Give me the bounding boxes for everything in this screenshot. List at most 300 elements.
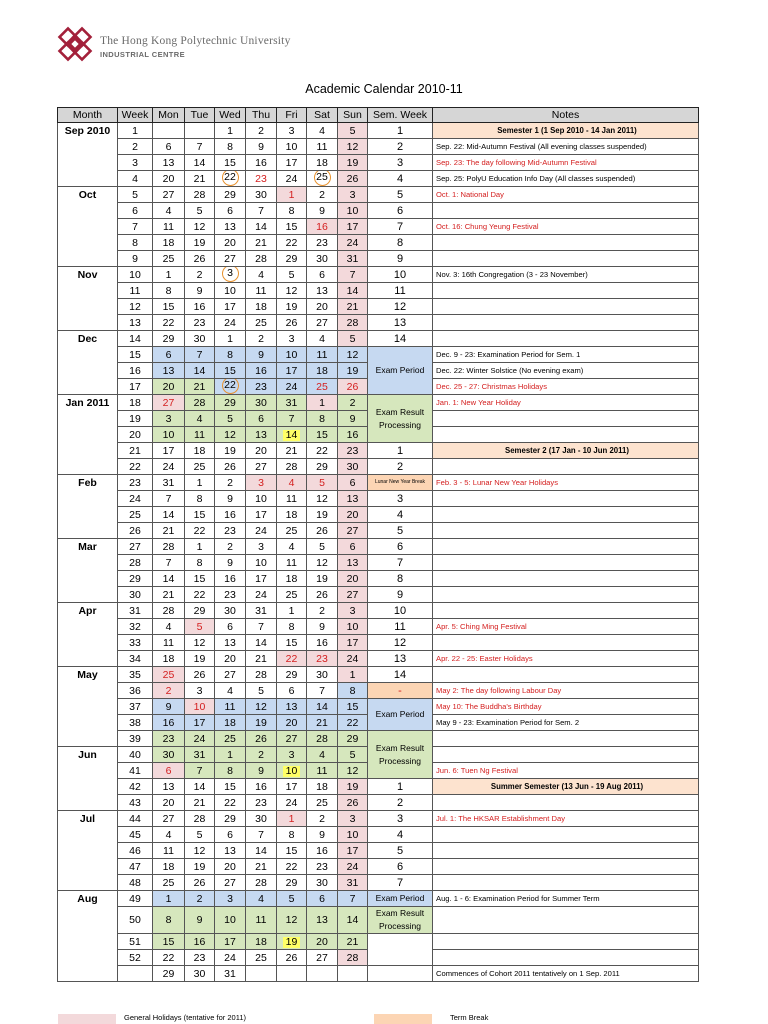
- day-cell: 7: [185, 139, 215, 155]
- week-number: 40: [118, 747, 153, 763]
- day-cell: 19: [307, 571, 338, 587]
- day-cell: 18: [153, 651, 185, 667]
- note-cell: Semester 1 (1 Sep 2010 - 14 Jan 2011): [433, 123, 699, 139]
- day-cell: 17: [185, 715, 215, 731]
- day-cell: 6: [246, 411, 277, 427]
- day-cell: 24: [246, 523, 277, 539]
- week-number: 30: [118, 587, 153, 603]
- day-cell: 9: [185, 907, 215, 934]
- day-cell: 1: [277, 603, 307, 619]
- day-cell: 17: [246, 507, 277, 523]
- day-cell: 5: [277, 891, 307, 907]
- note-cell: [433, 491, 699, 507]
- day-cell: 15: [277, 219, 307, 235]
- day-cell: 13: [246, 427, 277, 443]
- day-cell: 7: [185, 347, 215, 363]
- week-number: 17: [118, 379, 153, 395]
- day-cell: 24: [246, 587, 277, 603]
- day-cell: 8: [277, 827, 307, 843]
- week-number: 8: [118, 235, 153, 251]
- day-cell: 29: [153, 331, 185, 347]
- day-cell: 11: [307, 763, 338, 779]
- note-cell: May 9 - 23: Examination Period for Sem. 2: [433, 715, 699, 731]
- table-row: [58, 934, 699, 950]
- day-cell: 23: [185, 950, 215, 966]
- semester-week: 4: [368, 827, 433, 843]
- day-cell: 22: [185, 523, 215, 539]
- week-number: 26: [118, 523, 153, 539]
- day-cell: [153, 123, 185, 139]
- day-cell: 23: [246, 379, 277, 395]
- table-row: [58, 219, 699, 235]
- day-cell: 14: [185, 155, 215, 171]
- semester-week: 5: [368, 187, 433, 203]
- day-cell: 10: [215, 283, 246, 299]
- highlighted-day: 14: [283, 430, 301, 441]
- note-cell: [433, 907, 699, 934]
- semester-week: 7: [368, 219, 433, 235]
- day-cell: 11: [185, 427, 215, 443]
- day-cell: [307, 171, 338, 187]
- legend-holiday-swatch: [58, 1014, 116, 1024]
- day-cell: 3: [338, 811, 368, 827]
- table-row: [58, 843, 699, 859]
- week-number: 49: [118, 891, 153, 907]
- circled-day: 22: [222, 379, 239, 395]
- day-cell: 27: [246, 459, 277, 475]
- day-cell: 29: [215, 187, 246, 203]
- day-cell: 21: [185, 795, 215, 811]
- week-number: 20: [118, 427, 153, 443]
- semester-week: 5: [368, 523, 433, 539]
- day-cell: 29: [277, 667, 307, 683]
- day-cell: 13: [215, 219, 246, 235]
- day-cell: 21: [307, 715, 338, 731]
- month-label: May: [58, 667, 118, 747]
- day-cell: 8: [277, 619, 307, 635]
- day-cell: 25: [307, 795, 338, 811]
- day-cell: 11: [153, 635, 185, 651]
- table-row: [58, 347, 699, 363]
- day-cell: 20: [153, 379, 185, 395]
- day-cell: 2: [246, 123, 277, 139]
- day-cell: 8: [277, 203, 307, 219]
- day-cell: 29: [277, 251, 307, 267]
- table-row: [58, 539, 699, 555]
- day-cell: 25: [246, 315, 277, 331]
- note-cell: Feb. 3 - 5: Lunar New Year Holidays: [433, 475, 699, 491]
- day-cell: 21: [153, 523, 185, 539]
- day-cell: 24: [338, 859, 368, 875]
- day-cell: 14: [153, 571, 185, 587]
- day-cell: [277, 934, 307, 950]
- day-cell: 24: [277, 795, 307, 811]
- day-cell: 19: [246, 715, 277, 731]
- day-cell: 20: [246, 443, 277, 459]
- day-cell: 13: [338, 555, 368, 571]
- day-cell: 24: [215, 950, 246, 966]
- day-cell: 25: [277, 587, 307, 603]
- day-cell: 29: [277, 875, 307, 891]
- table-row: [58, 251, 699, 267]
- day-cell: 6: [338, 539, 368, 555]
- note-cell: [433, 203, 699, 219]
- note-cell: [433, 555, 699, 571]
- day-cell: 7: [246, 827, 277, 843]
- day-cell: 8: [215, 763, 246, 779]
- day-cell: 17: [338, 843, 368, 859]
- day-cell: 13: [338, 491, 368, 507]
- day-cell: 29: [215, 395, 246, 411]
- day-cell: 21: [185, 171, 215, 187]
- week-number: 41: [118, 763, 153, 779]
- column-header-notes: Notes: [433, 108, 699, 123]
- day-cell: 2: [307, 811, 338, 827]
- table-row: [58, 603, 699, 619]
- day-cell: 25: [215, 731, 246, 747]
- day-cell: 18: [215, 715, 246, 731]
- day-cell: 26: [277, 315, 307, 331]
- day-cell: 31: [215, 966, 246, 982]
- semester-week: 10: [368, 267, 433, 283]
- day-cell: 5: [215, 411, 246, 427]
- day-cell: 17: [277, 155, 307, 171]
- note-cell: Sep. 25: PolyU Education Info Day (All classes suspended): [433, 171, 699, 187]
- table-row: [58, 331, 699, 347]
- day-cell: 8: [153, 283, 185, 299]
- day-cell: 14: [153, 507, 185, 523]
- day-cell: 30: [153, 747, 185, 763]
- day-cell: 30: [215, 603, 246, 619]
- day-cell: 11: [307, 139, 338, 155]
- day-cell: 15: [215, 363, 246, 379]
- day-cell: 20: [153, 795, 185, 811]
- month-label: Jul: [58, 811, 118, 891]
- day-cell: 16: [338, 427, 368, 443]
- table-row: [58, 619, 699, 635]
- day-cell: 3: [277, 747, 307, 763]
- note-cell: [433, 507, 699, 523]
- day-cell: 10: [246, 491, 277, 507]
- day-cell: 30: [246, 187, 277, 203]
- day-cell: 15: [307, 427, 338, 443]
- day-cell: 10: [277, 139, 307, 155]
- day-cell: 18: [246, 299, 277, 315]
- day-cell: 10: [215, 907, 246, 934]
- day-cell: 18: [277, 507, 307, 523]
- table-row: [58, 299, 699, 315]
- day-cell: 24: [153, 459, 185, 475]
- note-cell: [433, 667, 699, 683]
- day-cell: 17: [246, 571, 277, 587]
- note-cell: [433, 539, 699, 555]
- day-cell: 13: [153, 155, 185, 171]
- day-cell: 15: [215, 155, 246, 171]
- day-cell: 22: [185, 587, 215, 603]
- day-cell: 8: [185, 555, 215, 571]
- day-cell: 18: [153, 859, 185, 875]
- semester-week: 13: [368, 315, 433, 331]
- day-cell: 19: [338, 363, 368, 379]
- day-cell: 30: [307, 667, 338, 683]
- day-cell: 27: [338, 587, 368, 603]
- semester-week: 13: [368, 651, 433, 667]
- week-number: 16: [118, 363, 153, 379]
- note-cell: [433, 603, 699, 619]
- day-cell: 26: [307, 523, 338, 539]
- day-cell: 28: [246, 875, 277, 891]
- table-row: [58, 267, 699, 283]
- table-row: [58, 491, 699, 507]
- day-cell: 5: [338, 747, 368, 763]
- day-cell: 19: [185, 235, 215, 251]
- table-row: [58, 859, 699, 875]
- day-cell: 14: [246, 219, 277, 235]
- day-cell: 10: [338, 827, 368, 843]
- day-cell: 21: [246, 651, 277, 667]
- semester-week: 11: [368, 283, 433, 299]
- day-cell: 23: [215, 587, 246, 603]
- day-cell: 5: [277, 267, 307, 283]
- day-cell: 28: [185, 811, 215, 827]
- day-cell: 23: [246, 795, 277, 811]
- column-header-month: Month: [58, 108, 118, 123]
- day-cell: 25: [307, 379, 338, 395]
- day-cell: 13: [307, 283, 338, 299]
- note-cell: [433, 411, 699, 427]
- day-cell: 15: [185, 507, 215, 523]
- week-number: 52: [118, 950, 153, 966]
- day-cell: 11: [246, 283, 277, 299]
- table-row: [58, 523, 699, 539]
- day-cell: 3: [338, 603, 368, 619]
- week-number: 23: [118, 475, 153, 491]
- table-row: [58, 235, 699, 251]
- table-row: [58, 779, 699, 795]
- day-cell: 30: [307, 251, 338, 267]
- day-cell: 25: [277, 523, 307, 539]
- day-cell: 24: [185, 731, 215, 747]
- note-cell: Nov. 3: 16th Congregation (3 - 23 November): [433, 267, 699, 283]
- circled-day: 25: [314, 171, 331, 187]
- day-cell: 29: [338, 731, 368, 747]
- day-cell: 11: [277, 491, 307, 507]
- week-number: 24: [118, 491, 153, 507]
- table-row: [58, 827, 699, 843]
- semester-week: 2: [368, 139, 433, 155]
- day-cell: 1: [153, 891, 185, 907]
- semester-week: 7: [368, 555, 433, 571]
- day-cell: 13: [277, 699, 307, 715]
- week-number: 11: [118, 283, 153, 299]
- day-cell: 10: [338, 203, 368, 219]
- day-cell: 4: [277, 475, 307, 491]
- table-row: [58, 507, 699, 523]
- day-cell: 12: [185, 843, 215, 859]
- note-cell: [433, 283, 699, 299]
- day-cell: 21: [153, 587, 185, 603]
- table-row: [58, 966, 699, 982]
- day-cell: 2: [153, 683, 185, 699]
- day-cell: 6: [307, 891, 338, 907]
- semester-week: 6: [368, 539, 433, 555]
- day-cell: 20: [338, 507, 368, 523]
- day-cell: 17: [215, 934, 246, 950]
- month-label: Dec: [58, 331, 118, 395]
- day-cell: 5: [185, 619, 215, 635]
- semester-week: 8: [368, 235, 433, 251]
- day-cell: 27: [338, 523, 368, 539]
- day-cell: 9: [338, 411, 368, 427]
- semester-week: 12: [368, 299, 433, 315]
- day-cell: 27: [153, 187, 185, 203]
- note-cell: [433, 331, 699, 347]
- day-cell: 5: [185, 827, 215, 843]
- legend-term-break-swatch: [374, 1014, 432, 1024]
- highlighted-day: 19: [283, 937, 301, 948]
- day-cell: 27: [277, 731, 307, 747]
- day-cell: 1: [215, 123, 246, 139]
- day-cell: 21: [338, 934, 368, 950]
- note-cell: Summer Semester (13 Jun - 19 Aug 2011): [433, 779, 699, 795]
- month-label: Jun: [58, 747, 118, 811]
- day-cell: 19: [307, 507, 338, 523]
- note-cell: [433, 827, 699, 843]
- week-number: 27: [118, 539, 153, 555]
- week-number: 22: [118, 459, 153, 475]
- page-title: Academic Calendar 2010-11: [305, 82, 463, 96]
- day-cell: 26: [307, 587, 338, 603]
- semester-week: [368, 934, 433, 966]
- day-cell: 4: [185, 411, 215, 427]
- day-cell: 7: [338, 267, 368, 283]
- day-cell: 9: [246, 763, 277, 779]
- day-cell: 27: [307, 950, 338, 966]
- day-cell: [215, 379, 246, 395]
- day-cell: 1: [215, 747, 246, 763]
- week-number: 44: [118, 811, 153, 827]
- day-cell: 12: [338, 139, 368, 155]
- day-cell: 10: [338, 619, 368, 635]
- note-cell: [433, 747, 699, 763]
- note-cell: Oct. 1: National Day: [433, 187, 699, 203]
- day-cell: 19: [277, 299, 307, 315]
- day-cell: 4: [246, 267, 277, 283]
- day-cell: 23: [307, 235, 338, 251]
- day-cell: 2: [338, 395, 368, 411]
- week-number: 45: [118, 827, 153, 843]
- day-cell: 1: [185, 475, 215, 491]
- day-cell: 1: [277, 811, 307, 827]
- week-number: 29: [118, 571, 153, 587]
- week-number: 1: [118, 123, 153, 139]
- day-cell: 30: [338, 459, 368, 475]
- day-cell: 25: [153, 667, 185, 683]
- day-cell: 28: [338, 950, 368, 966]
- day-cell: 4: [153, 203, 185, 219]
- semester-week: 1: [368, 779, 433, 795]
- day-cell: 31: [277, 395, 307, 411]
- day-cell: 3: [246, 475, 277, 491]
- note-cell: [433, 843, 699, 859]
- day-cell: 7: [277, 411, 307, 427]
- semester-week: 1: [368, 123, 433, 139]
- day-cell: [307, 966, 338, 982]
- day-cell: 26: [215, 459, 246, 475]
- week-number: 28: [118, 555, 153, 571]
- note-cell: [433, 635, 699, 651]
- day-cell: 2: [185, 891, 215, 907]
- day-cell: 31: [246, 603, 277, 619]
- week-number: 35: [118, 667, 153, 683]
- semester-week: 14: [368, 331, 433, 347]
- semester-week: 10: [368, 603, 433, 619]
- semester-week: Exam Result Processing: [368, 395, 433, 443]
- column-header-mon: Mon: [153, 108, 185, 123]
- note-cell: [433, 934, 699, 950]
- day-cell: 21: [338, 299, 368, 315]
- day-cell: 20: [215, 235, 246, 251]
- day-cell: 12: [185, 635, 215, 651]
- day-cell: 26: [338, 379, 368, 395]
- day-cell: 19: [185, 651, 215, 667]
- note-cell: Apr. 22 - 25: Easter Holidays: [433, 651, 699, 667]
- note-cell: [433, 459, 699, 475]
- day-cell: 4: [307, 331, 338, 347]
- day-cell: 15: [277, 843, 307, 859]
- day-cell: 8: [185, 491, 215, 507]
- table-row: [58, 667, 699, 683]
- table-row: [58, 699, 699, 715]
- day-cell: 22: [277, 651, 307, 667]
- day-cell: 12: [277, 907, 307, 934]
- day-cell: 16: [215, 507, 246, 523]
- day-cell: 19: [338, 779, 368, 795]
- day-cell: 4: [153, 827, 185, 843]
- table-row: [58, 811, 699, 827]
- day-cell: 9: [307, 827, 338, 843]
- table-row: [58, 731, 699, 747]
- day-cell: 23: [307, 651, 338, 667]
- table-row: [58, 587, 699, 603]
- day-cell: 31: [153, 475, 185, 491]
- semester-week: 1: [368, 443, 433, 459]
- day-cell: 26: [185, 667, 215, 683]
- day-cell: 12: [185, 219, 215, 235]
- day-cell: 27: [153, 811, 185, 827]
- week-number: 47: [118, 859, 153, 875]
- day-cell: 14: [307, 699, 338, 715]
- month-label: Apr: [58, 603, 118, 667]
- day-cell: 9: [215, 555, 246, 571]
- day-cell: 1: [153, 267, 185, 283]
- day-cell: 28: [246, 251, 277, 267]
- note-cell: [433, 427, 699, 443]
- day-cell: 22: [215, 795, 246, 811]
- week-number: 31: [118, 603, 153, 619]
- day-cell: 24: [215, 315, 246, 331]
- semester-week: 3: [368, 155, 433, 171]
- day-cell: 8: [338, 683, 368, 699]
- day-cell: [277, 763, 307, 779]
- day-cell: 20: [153, 171, 185, 187]
- day-cell: 9: [246, 347, 277, 363]
- day-cell: 7: [307, 683, 338, 699]
- circled-day: 3: [222, 267, 239, 283]
- day-cell: 3: [277, 123, 307, 139]
- day-cell: 5: [307, 539, 338, 555]
- semester-week: Lunar New Year Break: [368, 475, 433, 491]
